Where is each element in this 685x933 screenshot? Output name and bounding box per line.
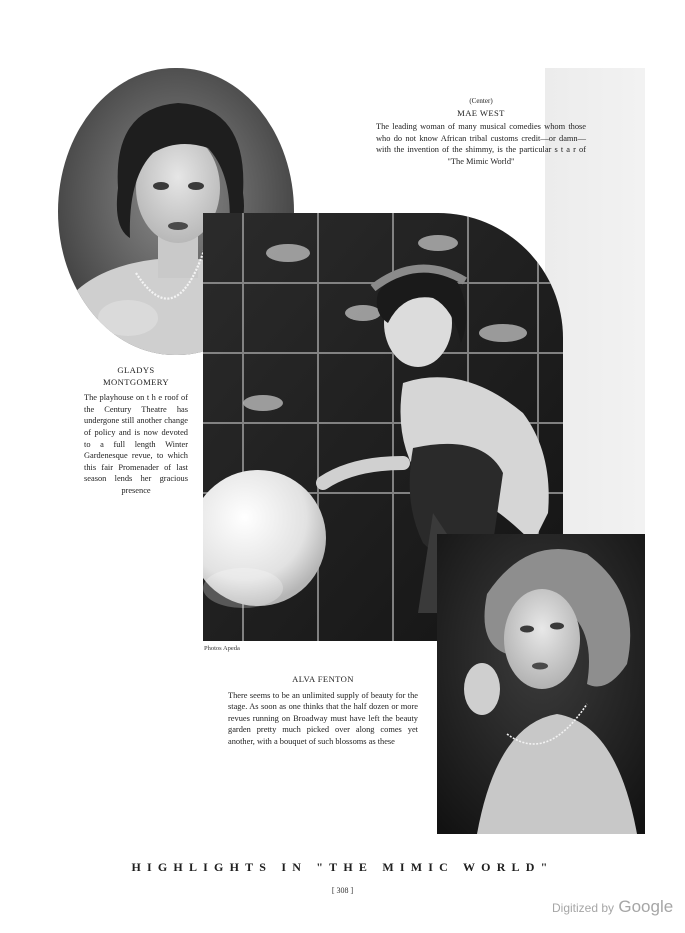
gladys-name-line1: GLADYS (117, 365, 155, 375)
alva-fenton-portrait (437, 534, 645, 834)
center-label: (Center) (469, 97, 493, 105)
alva-fenton-caption (228, 674, 418, 748)
mae-west-name: MAE WEST (457, 107, 505, 118)
gladys-name-line2: MONTGOMERY (102, 376, 170, 387)
mae-west-text: The leading woman of many musical comedies whom those who do not know African tribal customs credit—or damn—with the invention of the shimmy, is the particular s t a r of "The Mimic World" (376, 122, 586, 166)
alva-text: There seems to be an unlimited supply of beauty for the stage. As soon as one thinks that the half dozen or more revues running on Broadway must have left the beauty garden pretty much picked over along comes yet another, with a bouquet of such blossoms as these (228, 690, 418, 746)
alva-name: ALVA FENTON (292, 674, 354, 684)
gladys-montgomery-caption (84, 365, 188, 497)
gladys-text: The playhouse on t h e roof of the Century Theatre has undergone still another change of policy and is now devoted to a full length Winter Gardenesque revue, to which this fair Promenader of last season lends her gracious presence (84, 393, 188, 495)
mae-west-caption (376, 96, 586, 168)
digitized-watermark (552, 897, 673, 917)
page-number: [ 308 ] (331, 886, 354, 895)
page-headline: HIGHLIGHTS IN "THE MIMIC WORLD" (131, 860, 554, 874)
photo-credit: Photos Apeda (204, 645, 240, 652)
google-logo: Google (618, 897, 674, 916)
watermark-prefix: Digitized by (552, 901, 615, 915)
